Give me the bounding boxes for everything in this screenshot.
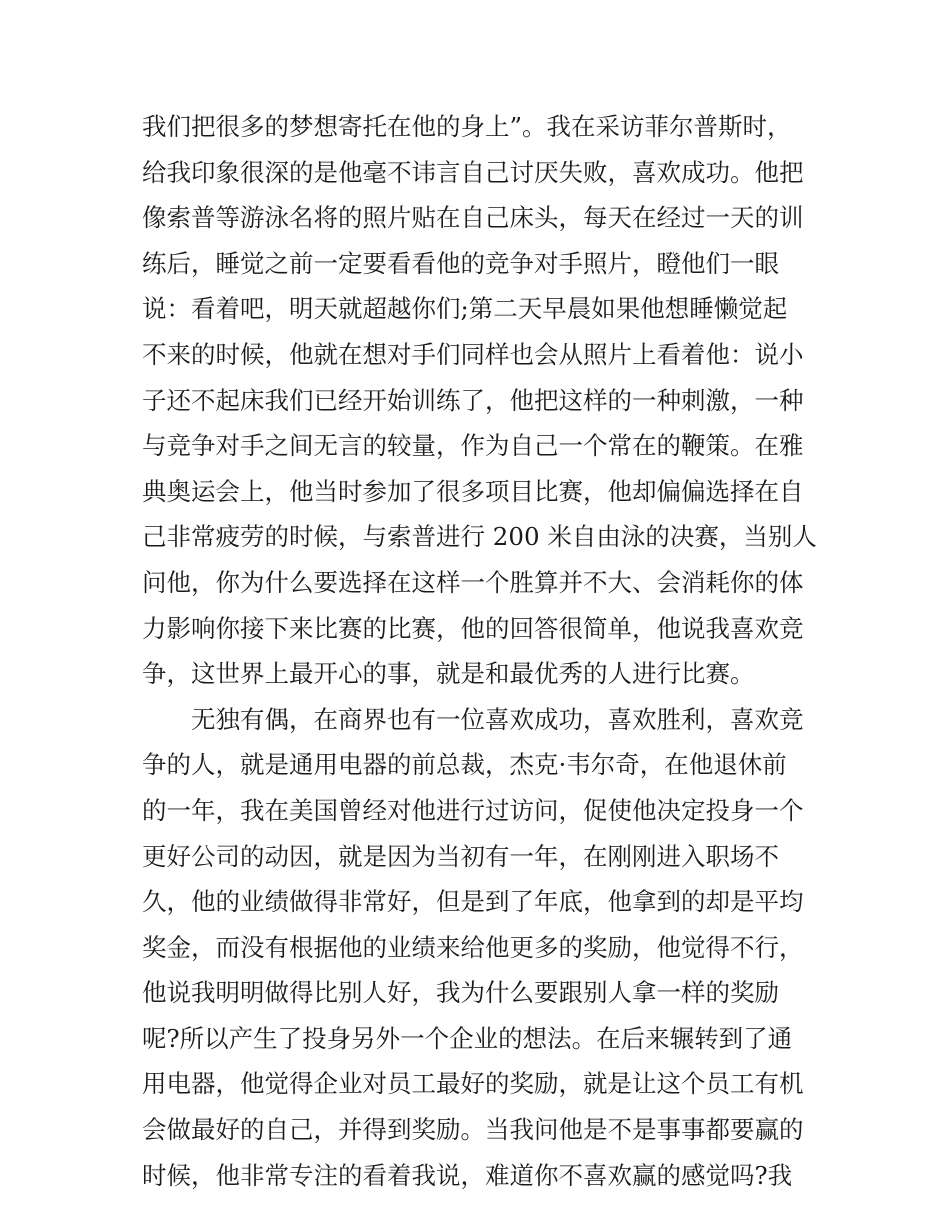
text-line: 用电器，他觉得企业对员工最好的奖励，就是让这个员工有机	[142, 1069, 804, 1099]
text-line: 他说我明明做得比别人好，我为什么要跟别人拿一样的奖励	[142, 978, 779, 1008]
text-line: 的一年，我在美国曾经对他进行过访问，促使他决定投身一个	[142, 795, 804, 825]
text-line: 子还不起床我们已经开始训练了，他把这样的一种刺激，一种	[142, 385, 804, 415]
text-line: 奖金，而没有根据他的业绩来给他更多的奖励，他觉得不行，	[142, 932, 804, 962]
text-line: 与竞争对手之间无言的较量，作为自己一个常在的鞭策。在雅	[142, 431, 804, 461]
text-line: 会做最好的自己，并得到奖励。当我问他是不是事事都要赢的	[142, 1115, 804, 1145]
text-line: 问他，你为什么要选择在这样一个胜算并不大、会消耗你的体	[142, 567, 804, 597]
body-text	[142, 104, 822, 1198]
text-line: 力影响你接下来比赛的比赛，他的回答很简单，他说我喜欢竞	[142, 613, 804, 643]
text-line: 像索普等游泳名将的照片贴在自己床头，每天在经过一天的训	[142, 203, 804, 233]
text-line: 不来的时候，他就在想对手们同样也会从照片上看着他：说小	[142, 339, 804, 369]
text-line: 典奥运会上，他当时参加了很多项目比赛，他却偏偏选择在自	[142, 476, 804, 506]
text-line: 我们把很多的梦想寄托在他的身上”。我在采访菲尔普斯时，	[142, 112, 792, 141]
text-line-first-indented: 无独有偶，在商界也有一位喜欢成功，喜欢胜利，喜欢竞	[191, 704, 804, 734]
text-line: 更好公司的动因，就是因为当初有一年，在刚刚进入职场不	[142, 841, 779, 871]
text-line: 争的人，就是通用电器的前总裁，杰克·韦尔奇，在他退休前	[142, 750, 787, 780]
text-line: 久，他的业绩做得非常好，但是到了年底，他拿到的却是平均	[142, 887, 804, 917]
paragraph	[142, 104, 822, 697]
text-line: 练后，睡觉之前一定要看看他的竞争对手照片，瞪他们一眼	[142, 248, 779, 278]
text-line: 时候，他非常专注的看着我说，难道你不喜欢赢的感觉吗?我	[142, 1160, 793, 1190]
text-line: 说：看着吧，明天就超越你们;第二天早晨如果他想睡懒觉起	[142, 294, 788, 324]
paragraph	[142, 697, 822, 1199]
text-line: 给我印象很深的是他毫不讳言自己讨厌失败，喜欢成功。他把	[142, 157, 804, 187]
text-line: 呢?所以产生了投身另外一个企业的想法。在后来辗转到了通	[142, 1023, 793, 1053]
text-line: 争，这世界上最开心的事，就是和最优秀的人进行比赛。	[142, 659, 755, 689]
text-line: 己非常疲劳的时候，与索普进行 200 米自由泳的决赛，当别人	[142, 522, 817, 552]
